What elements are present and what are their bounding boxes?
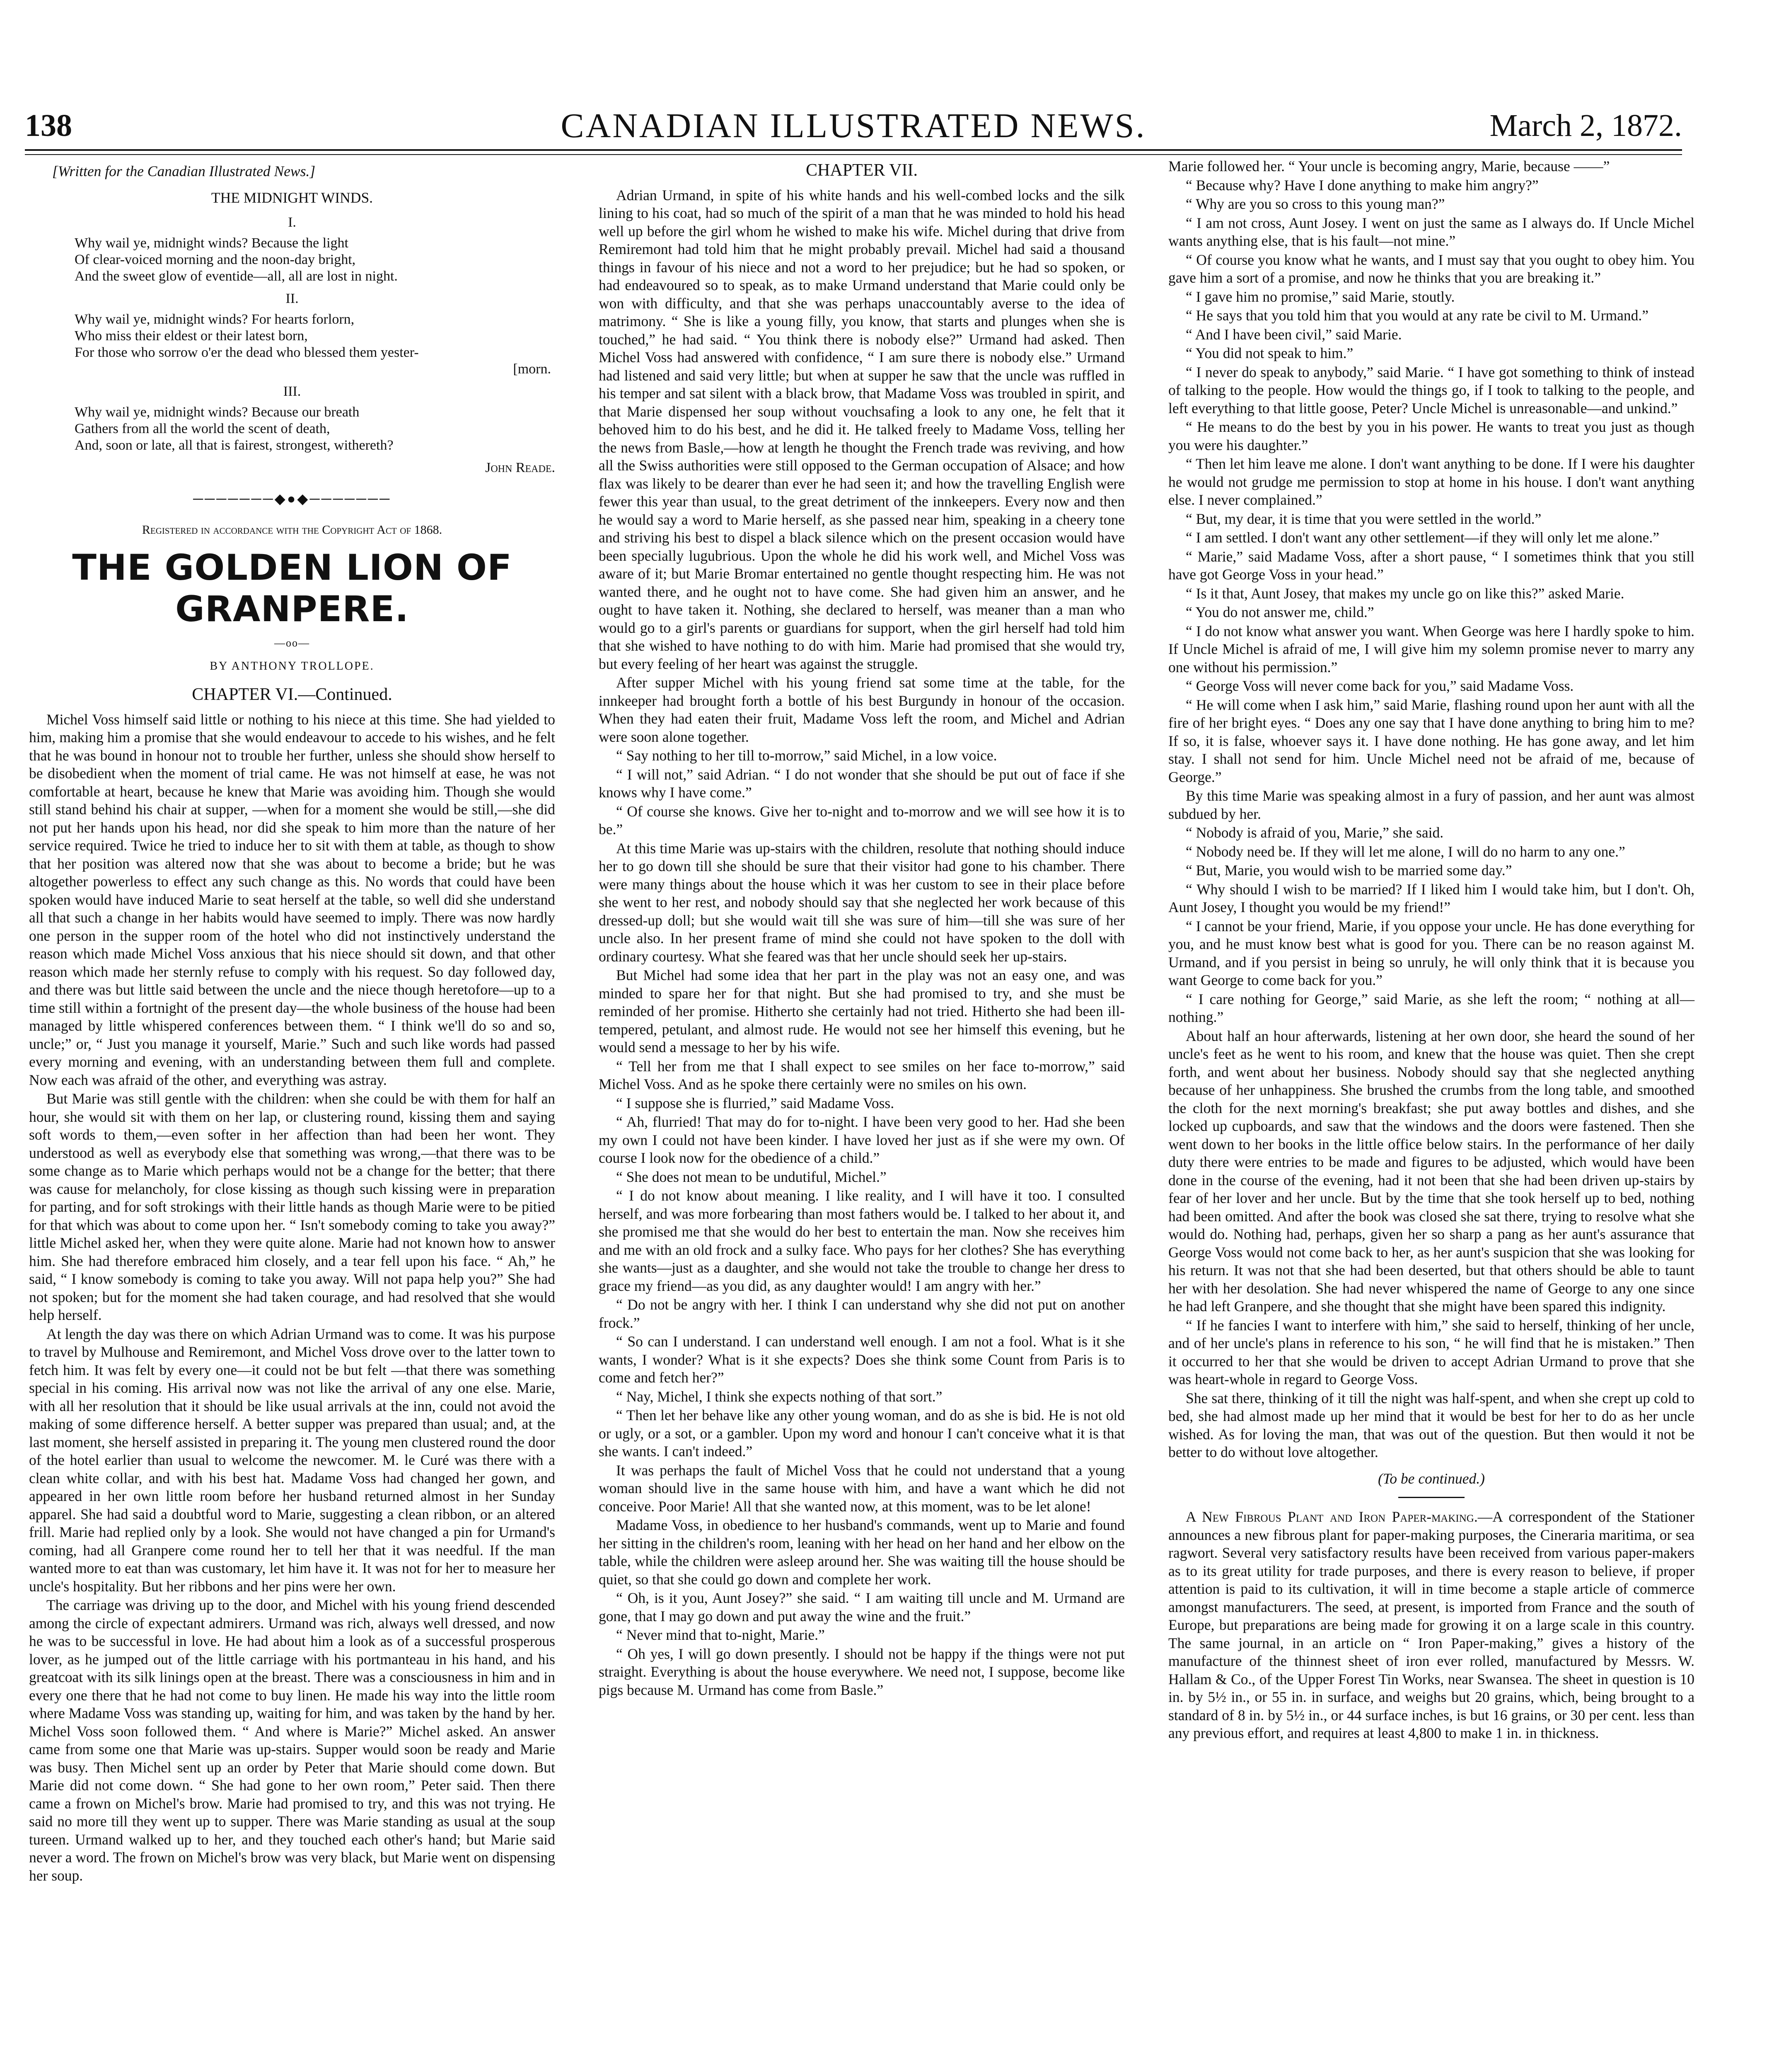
issue-date: March 2, 1872. — [1489, 108, 1682, 143]
paragraph: But Michel had some idea that her part in the play was not an easy one, and was minded to spare her for that night. But she had promised to try, and she must be reminded of her promise. Hitherto she certainly had not tried. Hitherto she had been ill-tempered, petulant, and almost rude. He would not see her himself this evening, but he would send a message to her by his wife. — [599, 967, 1125, 1055]
header-rule — [25, 149, 1682, 155]
article-paragraph — [1168, 1508, 1694, 1743]
page-number: 138 — [25, 108, 72, 143]
masthead: CANADIAN ILLUSTRATED NEWS. — [561, 107, 1146, 145]
paragraph: After supper Michel with his young friend sat some time at the table, for the innkeeper had brought forth a bottle of his best Burgundy in honour of the occasion. When they had eaten their fruit, Madame Voss left the room, and Michel and Adrian were soon alone together. — [599, 674, 1125, 745]
article-lead: A New Fibrous Plant and Iron Paper-making. — [1186, 1508, 1478, 1525]
paragraph: “ George Voss will never come back for you,” said Madame Voss. — [1186, 678, 1574, 694]
paragraph: “ Marie,” said Madame Voss, after a short pause, “ I sometimes think that you still have got George Voss in your head.” — [1168, 548, 1694, 583]
poem-line: Why wail ye, midnight winds? For hearts forlorn, — [75, 312, 355, 327]
poem-line: And the sweet glow of eventide—all, all are lost in night. — [75, 269, 398, 284]
paragraph: “ And I have been civil,” said Marie. — [1186, 326, 1402, 343]
paragraph: “ I gave him no promise,” said Marie, stoutly. — [1186, 288, 1455, 305]
poem-author: John Reade. — [485, 460, 555, 475]
stanza-number: III. — [283, 384, 301, 399]
paragraph: “ So can I understand. I can understand well enough. I am not a fool. What is it she wants, I wonder? What is it she expects? Does she think some Count from Paris is to come and fetch her?” — [599, 1333, 1125, 1386]
column-3 — [1168, 157, 1694, 2072]
title-ornament: —oo— — [274, 637, 310, 649]
paragraph: “ I do not know about meaning. I like reality, and I will have it too. I consulted herself, and was more forbearing than most fathers would be. I talked to her about it, and she promised me that she would do her best to entertain the man. Now she receives him and me with an old frock and a sulky face. Who pays for her clothes? She has everything she wants—just as a daughter, and she would not take the trouble to change her dress to grace my friend—as you did, as any daughter would! I am angry with her.” — [599, 1187, 1125, 1294]
story-title: THE GOLDEN LION OF GRANPERE. — [72, 547, 512, 630]
paragraph: “ Never mind that to-night, Marie.” — [616, 1627, 825, 1643]
paragraph: The carriage was driving up to the door, and Michel with his young friend descended among the circle of expectant admirers. Urmand was rich, always well dressed, and now he was to be successful in love. He had about him a look as of a successful prosperous lover, as he jumped out of the little carriage with his portmanteau in his hand, and his greatcoat with its silk linings open at the breast. There was a consciousness in him and in every one there that he had not come to buy linen. He made his way into the little room where Madame Voss was standing up, waiting for him, and was taken by the hand by her. Michel Voss soon followed them. “ And where is Marie?” Michel asked. An answer came from some one that Marie was up-stairs. Supper would soon be ready and Marie was busy. Then Michel sent up an order by Peter that Marie should come down. But Marie did not come down. “ She had gone to her own room,” Peter said. Then there came a frown on Michel's brow. Marie had promised to try, and this was not trying. He said no more till they went up to supper. There was Marie standing as usual at the soup tureen. Urmand walked up to her, and they touched each other's hand; but Marie said never a word. The frown on Michel's brow was very black, but Marie went on dispensing her soup. — [29, 1597, 555, 1884]
poem-line: Why wail ye, midnight winds? Because the light — [75, 235, 348, 251]
column-1 — [29, 157, 555, 2072]
paragraph: Madame Voss, in obedience to her husband's commands, went up to Marie and found her sitting in the children's room, leaning with her head on her hand and her elbow on the table, while the children were asleep around her. She was waiting till the house should be quiet, so that she could go down and complete her work. — [599, 1517, 1125, 1588]
poem-title: THE MIDNIGHT WINDS. — [211, 189, 373, 206]
paragraph: At this time Marie was up-stairs with the children, resolute that nothing should induce her to go down till she should be sure that their visitor had gone to his chamber. There were many things about the house which it was her custom to see in their place before she went to her rest, and nobody should say that she neglected her work because of this dressed-up doll; but she would wait till she was sure of him—till she was sure of her uncle also. In her present frame of mind she could not have spoken to the doll with ordinary courtesy. What she feared was that her uncle should seek her up-stairs. — [599, 840, 1125, 965]
paragraph: Michel Voss himself said little or nothing to his niece at this time. She had yielded to him, making him a promise that she would endeavour to accede to his wishes, and he felt that he was bound in honour not to trouble her further, unless she should show herself to be disobedient when the moment of trial came. He was not himself at ease, he was not comfortable at heart, because he knew that Marie was avoiding him. Though she would still stand behind his chair at supper, —when for a moment she would be still,—she did not put her hands upon his head, nor did she speak to him more than the nature of her service required. Twice he tried to induce her to sit with them at table, as though to show that her position was altered now that she was about to become a bride; but he was altogether powerless to effect any such change as this. No words that could have been spoken would have induced Marie to seat herself at the table, so well did she understand all that such a change in her habits would have seemed to imply. There was now hardly one person in the supper room of the hotel who did not instinctively understand the reason which made Michel Voss anxious that his niece should sit down, and that other reason which made her sternly refuse to comply with his request. So day followed day, and there was but little said between the uncle and the niece though heretofore—up to a time still within a fortnight of the present day—the whole business of the house had been managed by little whispered conferences between them. “ I think we'll do so and so, uncle;” or, “ Just you manage it yourself, Marie.” Such and such like words had passed every morning and evening, with an understanding between them full and complete. Now each was afraid of the other, and everything was astray. — [29, 711, 555, 1088]
paragraph: By this time Marie was speaking almost in a fury of passion, and her aunt was almost subdued by her. — [1168, 787, 1694, 822]
paragraph: “ Is it that, Aunt Josey, that makes my uncle go on like this?” asked Marie. — [1186, 585, 1624, 602]
paragraph: Marie followed her. “ Your uncle is becoming angry, Marie, because ——” — [1168, 158, 1610, 174]
paragraph: “ I am settled. I don't want any other settlement—if they will only let me alone.” — [1186, 529, 1660, 546]
stanza-number: I. — [288, 215, 296, 230]
paragraph: “ If he fancies I want to interfere with him,” she said to herself, thinking of her uncle, and of her uncle's plans in reference to his son, “ he will find that he is mistaken.” Then it occurred to her that she would be driven to accept Adrian Urmand to prove that she was heart-whole in regard to George Voss. — [1168, 1317, 1694, 1387]
paragraph: “ Oh, is it you, Aunt Josey?” she said. “ I am waiting till uncle and M. Urmand are gone, that I may go down and put away the wine and the fruit.” — [599, 1590, 1125, 1624]
stanza-number: II. — [285, 291, 299, 306]
paragraph: “ Of course she knows. Give her to-night and to-morrow and we will see how it is to be.” — [599, 803, 1125, 838]
paragraph: “ I suppose she is flurried,” said Madame Voss. — [616, 1094, 894, 1111]
paragraph: “ Nobody need be. If they will let me alone, I will do no harm to any one.” — [1186, 843, 1625, 860]
paragraph: “ I do not know what answer you want. When George was here I hardly spoke to him. If Uncle Michel is afraid of me, I will give him my solemn promise never to marry any one without his permission.” — [1168, 622, 1694, 675]
paragraph: It was perhaps the fault of Michel Voss that he could not understand that a young woman should live in the same house with him, and have a want which he did not conceive. Poor Marie! All that she wanted now, at this moment, was to be let alone! — [599, 1462, 1125, 1515]
paragraph: “ Because why? Have I done anything to make him angry?” — [1186, 177, 1539, 194]
paragraph: She sat there, thinking of it till the night was half-spent, and when she crept up cold to bed, she had almost made up her mind that it would be best for her to do as her uncle wished. As for loving the man, that was out of the question. But then would it not be better to do without love altogether. — [1168, 1389, 1694, 1460]
paragraph: “ Why are you so cross to this young man?” — [1186, 196, 1445, 212]
paragraph: At length the day was there on which Adrian Urmand was to come. It was his purpose to travel by Mulhouse and Remiremont, and Michel Voss drove over to the latter town to fetch him. It was felt by every one—it could not be but felt —that there was something special in his coming. His arrival now was not like the arrival of any one else. Marie, with all her resolution that it should be like usual arrivals at the inn, could not avoid the making of some difference herself. A better supper was prepared than usual; and, at the last moment, she herself assisted in preparing it. The young men clustered round the door of the hotel earlier than usual to welcome the newcomer. M. le Curé was there with a clean white collar, and with his best hat. Madame Voss had changed her gown, and appeared in her own little room before her husband returned almost in her Sunday apparel. She had said a doubtful word to Marie, suggesting a clean ribbon, or an altered frill. Marie had replied only by a look. She would not have changed a pin for Urmand's coming, had all Granpere come round her to tell her that it was needful. If the man wanted more to eat than was customary, let him have it. It was not for her to measure her uncle's hospitality. But her ribbons and her pins were her own. — [29, 1325, 555, 1595]
paragraph: “ Then let her behave like any other young woman, and do as she is bid. He is not old or ugly, or a sot, or a gambler. Upon my word and honour I can't conceive what it is that she wants. I can't indeed.” — [599, 1407, 1125, 1460]
paragraph: “ Say nothing to her till to-morrow,” said Michel, in a low voice. — [616, 747, 997, 764]
paragraph: “ Why should I wish to be married? If I liked him I would take him, but I don't. Oh, Aunt Josey, I thought you would be my friend!” — [1168, 881, 1694, 915]
paragraph: “ Do not be angry with her. I think I can understand why she did not put on another frock.” — [599, 1296, 1125, 1331]
byline: BY ANTHONY TROLLOPE. — [210, 659, 375, 673]
paragraph: “ You do not answer me, child.” — [1186, 604, 1374, 620]
paragraph: But Marie was still gentle with the children: when she could be with them for half an hour, she would sit with them on her lap, or clustering round, kissing them and saying soft words to them,—even softer in her affection than had been her wont. They understood as well as everybody else that something was wrong,—that there was to be some change as to Marie which perhaps would not be a change for the better; that there was cause for melancholy, for close kissing as though such kissing were in preparation for parting, and for soft strokings with their little hands as though Marie were to be pitied for that which was about to come upon her. “ Isn't somebody coming to take you away?” little Michel asked her, when they were quite alone. Marie had not known how to answer him. She had therefore embraced him closely, and a tear fell upon his face. “ Ah,” he said, “ I know somebody is coming to take you away. Will not papa help you?” She had not spoken; but for the moment she had taken courage, and had resolved that she would help herself. — [29, 1090, 555, 1323]
paragraph: “ I cannot be your friend, Marie, if you oppose your uncle. He has done everything for you, and he must know best what is good for you. There can be no reason against M. Urmand, and if you persist in being so unruly, he will only think that it is because you want George to come back for you.” — [1168, 917, 1694, 988]
ornament-divider: ───────◆●◆─────── — [193, 491, 392, 507]
paragraph: “ But, Marie, you would wish to be married some day.” — [1186, 862, 1512, 879]
poem-line: [morn. — [513, 361, 551, 377]
poem-line: For those who sorrow o'er the dead who blessed them yester- — [75, 345, 419, 360]
page-header — [25, 99, 1682, 149]
chapter-heading: CHAPTER VI.—Continued. — [192, 685, 392, 704]
paragraph: “ Of course you know what he wants, and I must say that you ought to obey him. You gave him a sort of a promise, and now he thinks that you are breaking it.” — [1168, 251, 1694, 286]
paragraph: “ I will not,” said Adrian. “ I do not wonder that she should be put out of face if she knows why I have come.” — [599, 766, 1125, 801]
paragraph: “ Then let him leave me alone. I don't want anything to be done. If I were his daughter he would not grudge me permission to stop at home in his house. I don't want anything else. I never complained.” — [1168, 455, 1694, 508]
paragraph: “ She does not mean to be undutiful, Michel.” — [616, 1168, 887, 1185]
paragraph: “ But, my dear, it is time that you were settled in the world.” — [1186, 510, 1542, 527]
poem-line: Gathers from all the world the scent of death, — [75, 421, 330, 436]
chapter-heading: CHAPTER VII. — [806, 161, 918, 180]
paragraph: “ I care nothing for George,” said Marie, as she left the room; “ nothing at all—nothing.” — [1168, 990, 1694, 1025]
to-be-continued: (To be continued.) — [1378, 1470, 1485, 1487]
poem-line: And, soon or late, all that is fairest, strongest, withereth? — [75, 438, 394, 453]
paragraph: “ You did not speak to him.” — [1186, 345, 1354, 361]
paragraph: Adrian Urmand, in spite of his white hands and his well-combed locks and the silk lining to his coat, had so much of the spirit of a man that he was minded to hold his head well up before the girl whom he wished to make his wife. Michel during that drive from Remiremont had told him that he might probably prevail. Michel had said a thousand things in favour of his niece and not a word to her prejudice; but he had so spoken, or had endeavoured so to speak, as to make Urmand understand that Marie could only be won with difficulty, and that she was perhaps unaccountably averse to the idea of matrimony. “ She is like a young filly, you know, that starts and plunges when she is touched,” he had said. “ You think there is nobody else?” Urmand had asked. Then Michel Voss had answered with confidence, “ I am sure there is nobody else.” Urmand had listened and said very little; but when at supper he saw that the uncle was ruffled in his temper and sat silent with a black brow, that Madame Voss was troubled in spirit, and that Marie dispensed her soup without vouchsafing a look to any one, he felt that it behoved him to do his best, and he did it. He talked freely to Madame Voss, telling her the news from Basle,—how at length he thought the French trade was reviving, and how all the Swiss authorities were still opposed to the German occupation of Alsace; and how flax was likely to be dearer than ever he had seen it; and how the travelling English were fewer this year than usual, to the great detriment of the innkeepers. Every now and then he would say a word to Marie herself, as she passed near him, speaking in a cheery tone and striving his best to dispel a black silence which on the present occasion would have been specially lugubrious. Upon the whole he did his work well, and Michel Voss was aware of it; but Marie Bromar entertained no gentle thought respecting him. He was not wanted there, and he ought not to have come. She had given him an answer, and he ought to have taken it. Nothing, she declared to herself, was meaner than a man who would go to a girl's parents or guardians for support, when the girl herself had told him that she wished to have nothing to do with him. Marie had promised that she would try, but every feeling of her heart was against the struggle. — [599, 186, 1125, 672]
paragraph: “ Oh yes, I will go down presently. I should not be happy if the things were not put straight. Everything is about the house everywhere. We need not, I suppose, become like pigs because M. Urmand has come from Basle.” — [599, 1645, 1125, 1698]
article-body: —A correspondent of the Stationer announces a new fibrous plant for paper-making purposes, the Cineraria maritima, or sea ragwort. Several very satisfactory results have been received from various paper-makers as to its great utility for trade purposes, and there is every reason to believe, if proper attention is paid to its cultivation, it will in time become a staple article of commerce amongst manufacturers. The seed, at present, is imported from France and the south of Europe, but preparations are being made for growing it on a large scale in this country. The same journal, in an article on “ Iron Paper-making,” gives a history of the manufacture of the thinnest sheet of iron ever rolled, manufactured by Messrs. W. Hallam & Co., of the Upper Forest Tin Works, near Swansea. The sheet in question is 10 in. by 5½ in., or 55 in. in surface, and weighs but 20 grains, which, being brought to a standard of 8 in. by 5½ in., or 44 surface inches, is but 16 grains, or 30 per cent. less than any previous effort, and requires at least 4,800 to make 1 in. in thickness. — [1168, 1508, 1695, 1741]
paragraph: “ I am not cross, Aunt Josey. I went on just the same as I always do. If Uncle Michel wants anything else, that is his fault—not mine.” — [1168, 214, 1694, 249]
paragraph: About half an hour afterwards, listening at her own door, she heard the sound of her uncle's feet as he went to his room, and knew that the house was quiet. Then she crept forth, and went about her business. Nobody should say that she neglected anything because of her unhappiness. She brushed the crumbs from the long table, and smoothed the cloth for the next morning's breakfast; she put away bottles and dishes, and she locked up cupboards, and saw that the windows and the doors were fastened. Then she went down to her books in the little office below stairs. In the performance of her daily duty there were entries to be made and figures to be adjusted, which would have been done in the course of the evening, had it not been that she had been driven up-stairs by fear of her lover and her uncle. But by the time that she took herself up to bed, nothing had been omitted. And after the book was closed she sat there, trying to resolve what she would do. Nothing had, perhaps, given her so sharp a pang as her aunt's assurance that George Voss would not come back to her, as her aunt's suspicion that she was looking for his return. It was not that she had been deserted, but that others should be able to taunt her with her desolation. She had never whispered the name of George to any one since he had left Granpere, and she thought that she might have been spared this indignity. — [1168, 1027, 1694, 1314]
paragraph: “ Ah, flurried! That may do for to-night. I have been very good to her. Had she been my own I could not have been kinder. I have loved her just as if she were my own. Of course I look now for the obedience of a child.” — [599, 1113, 1125, 1166]
poem-line: Who miss their eldest or their latest born, — [75, 328, 308, 344]
paragraph: “ He says that you told him that you would at any rate be civil to M. Urmand.” — [1186, 307, 1649, 324]
copyright-notice: Registered in accordance with the Copyright Act of 1868. — [142, 523, 442, 537]
column-2 — [599, 157, 1125, 2072]
paragraph: “ Nay, Michel, I think she expects nothing of that sort.” — [616, 1388, 943, 1405]
poem-line: Of clear-voiced morning and the noon-day bright, — [75, 252, 356, 267]
paragraph: “ He will come when I ask him,” said Marie, flashing round upon her aunt with all the fire of her bright eyes. “ Does any one say that I have done anything to bring him to me? If so, it is false, whoever says it. I have done nothing. He has gone away, and let him stay. I shall not send for him. Uncle Michel need not be afraid of me, because of George.” — [1168, 696, 1694, 785]
section-rule — [1398, 1497, 1465, 1498]
paragraph: “ I never do speak to anybody,” said Marie. “ I have got something to think of instead of talking to the people. How would the things go, if I took to talking to the people, and left everything to that little goose, Peter? Uncle Michel is unreasonable—and unkind.” — [1168, 363, 1694, 416]
poem-line: Why wail ye, midnight winds? Because our breath — [75, 404, 360, 420]
paragraph: “ Tell her from me that I shall expect to see smiles on her face to-morrow,” said Michel Voss. And as he spoke there certainly were no smiles on his own. — [599, 1058, 1125, 1092]
paragraph: “ He means to do the best by you in his power. He wants to treat you just as though you were his daughter.” — [1168, 419, 1694, 453]
poem — [75, 214, 555, 476]
poem-credit: [Written for the Canadian Illustrated News.] — [52, 163, 316, 179]
paragraph: “ Nobody is afraid of you, Marie,” she said. — [1186, 824, 1444, 841]
